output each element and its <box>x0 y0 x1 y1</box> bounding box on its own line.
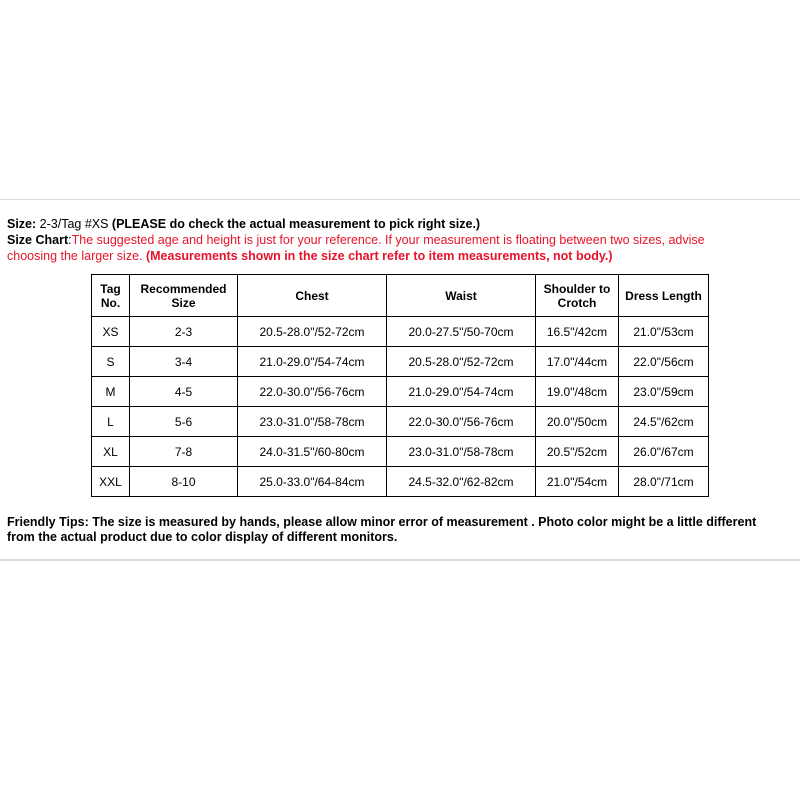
table-header-row <box>92 275 709 317</box>
table-row <box>92 437 709 467</box>
size-chart-text-line1: The suggested age and height is just for your reference. If your measurement is floating between two sizes, advise <box>71 233 705 247</box>
cell-tag: M <box>92 377 130 407</box>
cell-chest: 21.0-29.0"/54-74cm <box>238 347 387 377</box>
table-row <box>92 407 709 437</box>
friendly-tips <box>7 515 797 545</box>
size-chart-label: Size Chart <box>7 233 69 247</box>
size-table <box>91 274 709 497</box>
cell-chest: 25.0-33.0"/64-84cm <box>238 467 387 497</box>
top-divider <box>0 199 800 200</box>
size-label: Size <box>7 217 33 231</box>
size-line <box>7 216 797 232</box>
header-shoulder-line2: Crotch <box>557 295 597 310</box>
table-row <box>92 317 709 347</box>
cell-tag: XL <box>92 437 130 467</box>
cell-shoulder: 16.5"/42cm <box>536 317 619 347</box>
cell-waist: 24.5-32.0"/62-82cm <box>387 467 536 497</box>
cell-size: 5-6 <box>130 407 238 437</box>
header-shoulder-line1: Shoulder to <box>543 281 611 296</box>
cell-chest: 22.0-30.0"/56-76cm <box>238 377 387 407</box>
size-label-colon: : <box>32 217 40 231</box>
cell-waist: 21.0-29.0"/54-74cm <box>387 377 536 407</box>
cell-size: 4-5 <box>130 377 238 407</box>
header-dress-length: Dress Length <box>619 275 709 317</box>
table-row <box>92 377 709 407</box>
cell-chest: 24.0-31.5"/60-80cm <box>238 437 387 467</box>
cell-tag: S <box>92 347 130 377</box>
cell-size: 7-8 <box>130 437 238 467</box>
cell-shoulder: 20.0"/50cm <box>536 407 619 437</box>
header-tag-no <box>92 275 130 317</box>
header-shoulder-to-crotch <box>536 275 619 317</box>
size-chart-bold-note: (Measurements shown in the size chart refer to item measurements, not body.) <box>145 249 613 263</box>
header-tag-line1: Tag <box>100 281 121 296</box>
cell-length: 24.5"/62cm <box>619 407 709 437</box>
cell-waist: 23.0-31.0"/58-78cm <box>387 437 536 467</box>
header-rec-line2: Size <box>171 295 196 310</box>
cell-shoulder: 20.5"/52cm <box>536 437 619 467</box>
cell-waist: 20.0-27.5"/50-70cm <box>387 317 536 347</box>
cell-length: 22.0"/56cm <box>619 347 709 377</box>
bottom-divider <box>0 559 800 561</box>
size-info-block <box>7 216 797 264</box>
size-chart-text-line2: choosing the larger size. <box>7 249 146 263</box>
header-recommended-size <box>130 275 238 317</box>
size-chart-line <box>7 232 797 248</box>
cell-length: 26.0"/67cm <box>619 437 709 467</box>
table-row <box>92 347 709 377</box>
cell-shoulder: 19.0"/48cm <box>536 377 619 407</box>
size-chart-line-2 <box>7 248 797 264</box>
size-chart-colon: : <box>68 233 72 247</box>
cell-shoulder: 21.0"/54cm <box>536 467 619 497</box>
header-chest: Chest <box>238 275 387 317</box>
cell-tag: XS <box>92 317 130 347</box>
cell-size: 8-10 <box>130 467 238 497</box>
cell-length: 28.0"/71cm <box>619 467 709 497</box>
cell-waist: 22.0-30.0"/56-76cm <box>387 407 536 437</box>
cell-chest: 20.5-28.0"/52-72cm <box>238 317 387 347</box>
size-note: (PLEASE do check the actual measurement to pick right size.) <box>108 217 481 231</box>
header-waist: Waist <box>387 275 536 317</box>
tips-line2: from the actual product due to color display of different monitors. <box>7 530 398 544</box>
cell-size: 3-4 <box>130 347 238 377</box>
cell-size: 2-3 <box>130 317 238 347</box>
cell-chest: 23.0-31.0"/58-78cm <box>238 407 387 437</box>
header-rec-line1: Recommended <box>140 281 227 296</box>
cell-tag: XXL <box>92 467 130 497</box>
table-row <box>92 467 709 497</box>
header-tag-line2: No. <box>100 295 121 310</box>
cell-waist: 20.5-28.0"/52-72cm <box>387 347 536 377</box>
cell-tag: L <box>92 407 130 437</box>
tips-line1: Friendly Tips: The size is measured by hands, please allow minor error of measurement . Photo color might be a little different <box>7 515 757 529</box>
cell-length: 23.0"/59cm <box>619 377 709 407</box>
cell-length: 21.0"/53cm <box>619 317 709 347</box>
size-value: 2-3/Tag #XS <box>39 217 109 231</box>
cell-shoulder: 17.0"/44cm <box>536 347 619 377</box>
